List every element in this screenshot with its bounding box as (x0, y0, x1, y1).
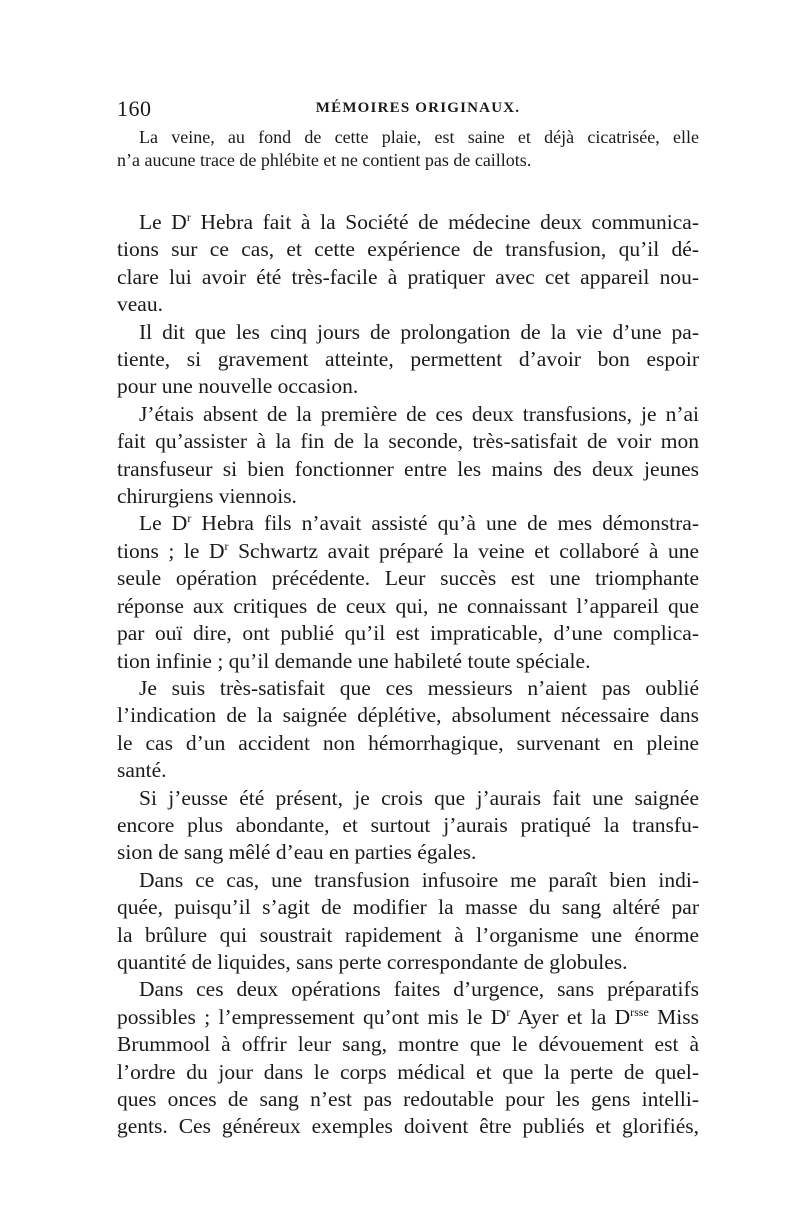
text-line: quée, puisqu’il s’agit de modifier la masse du sang altéré par (117, 895, 699, 920)
running-header (117, 96, 699, 122)
intro-line: La veine, au fond de cette plaie, est saine et déjà cicatrisée, elle (139, 127, 699, 147)
text-line: clare lui avoir été très-facile à pratiquer avec cet appareil nou- (117, 264, 699, 289)
text-line: Si j’eusse été présent, je crois que j’aurais fait une saignée (139, 785, 699, 810)
book-page (117, 96, 699, 1141)
text-line: le cas d’un accident non hémorrhagique, survenant en pleine (117, 730, 699, 755)
text-line: Il dit que les cinq jours de prolongation de la vie d’une pa- (139, 319, 699, 344)
intro-paragraph (117, 126, 699, 171)
paragraph (117, 785, 699, 867)
body-text (117, 126, 699, 1141)
text-line: la brûlure qui soustrait rapidement à l’organisme une énorme (117, 922, 699, 947)
paragraph (117, 976, 699, 1140)
text-line: ques onces de sang n’est pas redoutable pour les gens intelli- (117, 1087, 699, 1111)
text-line: Le $D^r$ Hebra fait à la Société de médecine deux communica- (139, 210, 699, 234)
paragraph (117, 401, 699, 511)
text-line: pour une nouvelle occasion. (117, 374, 359, 399)
paragraph (117, 867, 699, 977)
text-line: réponse aux critiques de ceux qui, ne connaissant l’appareil que (117, 593, 699, 618)
text-line: l’ordre du jour dans le corps médical et que la perte de quel- (117, 1059, 699, 1084)
text-line: fait qu’assister à la fin de la seconde, très-satisfait de voir mon (117, 429, 699, 454)
text-line: sion de sang mêlé d’eau en parties égales. (117, 840, 477, 865)
text-line: Dans ces deux opérations faites d’urgence, sans préparatifs (139, 977, 699, 1002)
text-line: tiente, si gravement atteinte, permettent d’avoir bon espoir (117, 347, 699, 372)
text-line: gents. Ces généreux exemples doivent être publiés et glorifiés, (117, 1114, 699, 1139)
text-line: santé. (117, 758, 167, 783)
text-line: veau. (117, 292, 163, 317)
paragraph (117, 510, 699, 674)
paragraph (117, 209, 699, 319)
text-line: seule opération précédente. Leur succès est une triomphante (117, 566, 699, 591)
text-line: J’étais absent de la première de ces deux transfusions, je n’ai (139, 401, 699, 426)
text-line: tion infinie ; qu’il demande une habileté toute spéciale. (117, 648, 591, 673)
page-number: 160 (117, 96, 152, 121)
text-line: Je suis très-satisfait que ces messieurs n’aient pas oublié (139, 675, 699, 700)
text-line: encore plus abondante, et surtout j’aurais pratiqué la transfu- (117, 812, 699, 837)
text-line: transfuseur si bien fonctionner entre les mains des deux jeunes (117, 456, 699, 481)
text-line: Le $D^r$ Hebra fils n’avait assisté qu’à une de mes démonstra- (139, 511, 699, 536)
text-line: l’indication de la saignée déplétive, absolument nécessaire dans (117, 703, 699, 728)
text-line: tions ; le $D^r$ Schwartz avait préparé la veine et collaboré à une (117, 538, 699, 563)
intro-line: n’a aucune trace de phlébite et ne contient pas de caillots. (117, 149, 532, 170)
text-line: tions sur ce cas, et cette expérience de transfusion, qu’il dé- (117, 237, 699, 262)
paragraph (117, 675, 699, 785)
paragraph (117, 319, 699, 401)
text-line: Dans ce cas, une transfusion infusoire me paraît bien indi- (139, 867, 699, 892)
text-line: quantité de liquides, sans perte correspondante de globules. (117, 949, 628, 974)
running-title: MÉMOIRES ORIGINAUX. (315, 100, 521, 116)
text-line: possibles ; l’empressement qu’ont mis le $D^r$ Ayer et la $D^{rsse}$ Miss (117, 1004, 699, 1029)
text-line: chirurgiens viennois. (117, 484, 297, 509)
text-line: Brummool à offrir leur sang, montre que le dévouement est à (117, 1032, 699, 1057)
text-line: par ouï dire, ont publié qu’il est impraticable, d’une complica- (117, 621, 699, 646)
